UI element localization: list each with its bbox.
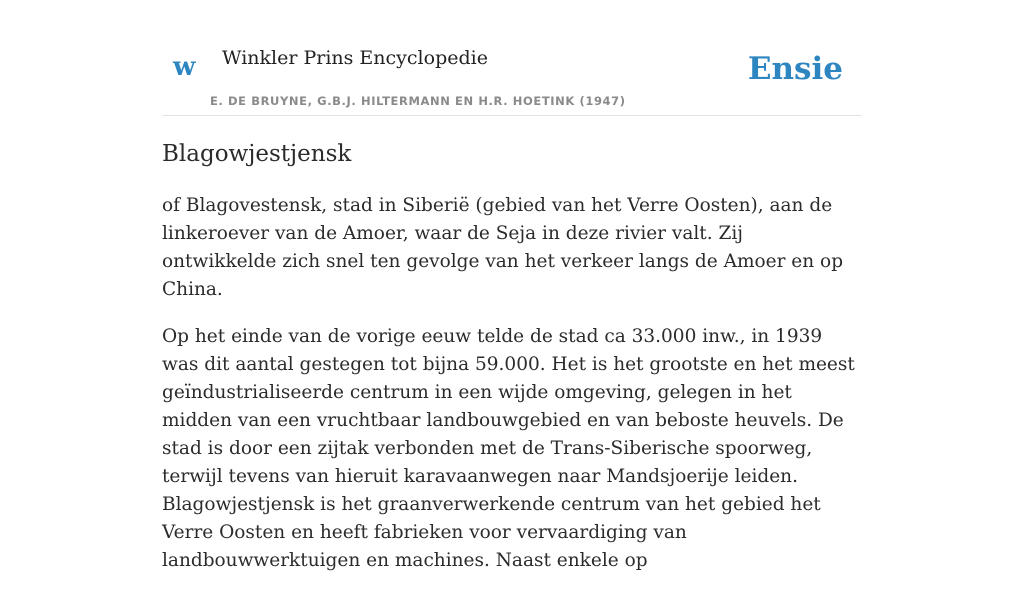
publication-authors: E. DE BRUYNE, G.B.J. HILTERMANN EN H.R. HOETINK (1947) (210, 94, 626, 108)
publication-title[interactable]: Winkler Prins Encyclopedie (222, 47, 488, 69)
header (162, 0, 862, 116)
ensie-logo[interactable]: Ensie (747, 51, 843, 87)
article-body (162, 192, 862, 594)
article-paragraph: of Blagovestensk, stad in Siberië (gebied van het Verre Oosten), aan de linkeroever van de Amoer, waar de Seja in deze rivier valt. Zij ontwikkelde zich snel ten gevolge van het verkeer langs de Amoer en op China. (162, 195, 844, 300)
winkler-prins-logo[interactable]: w (173, 52, 196, 82)
page (162, 0, 862, 571)
entry-title: Blagowjestjensk (162, 141, 352, 167)
article-paragraph: Op het einde van de vorige eeuw telde de stad ca 33.000 inw., in 1939 was dit aantal gestegen tot bijna 59.000. Het is het grootste en het meest geïndustrialiseerde centrum in een wijde omgeving, gelegen in het midden van een vruchtbaar landbouwgebied en van beboste heuvels. De stad is door een zijtak verbonden met de Trans-Siberische spoorweg, terwijl tevens van hieruit karavaanwegen naar Mandsjoerije leiden. Blagowjestjensk is het graanverwerkende centrum van het gebied het Verre Oosten en heeft fabrieken voor vervaardiging van landbouwwerktuigen en machines. Naast enkele op (162, 326, 855, 571)
